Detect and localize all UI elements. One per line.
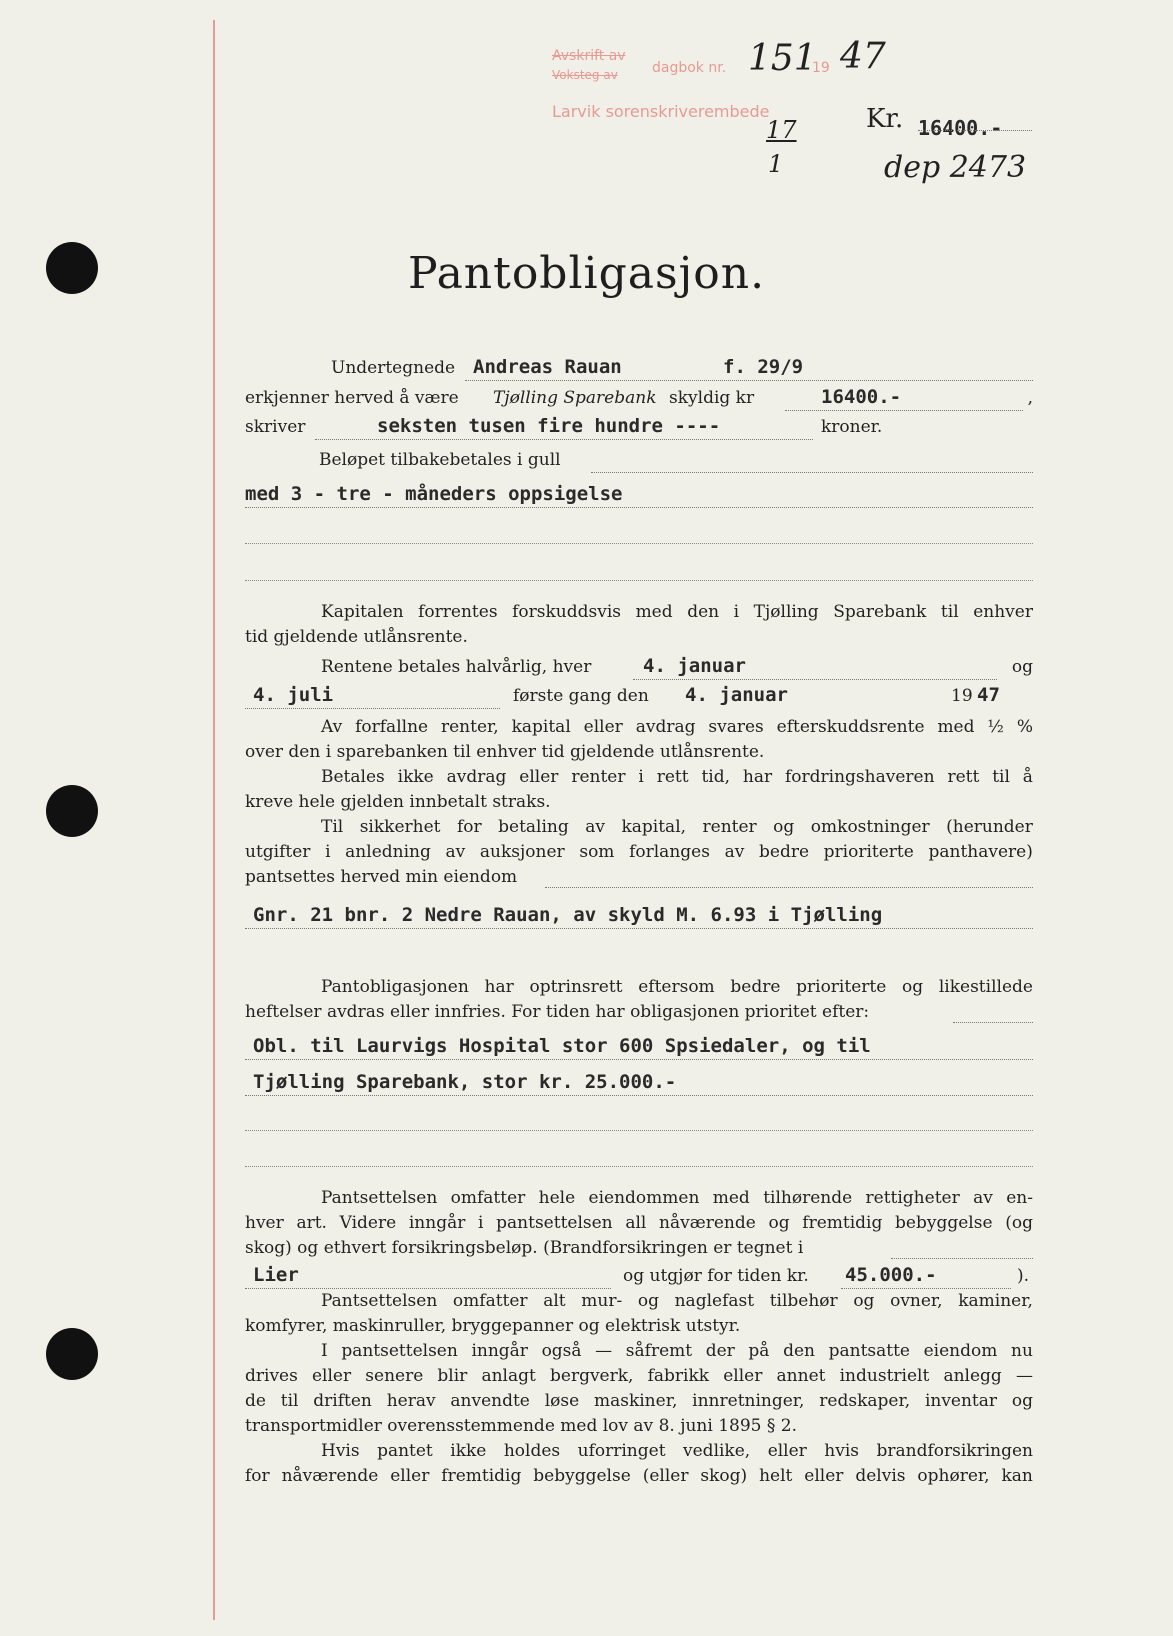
insurance-amount-dots (841, 1288, 1011, 1289)
first-date: 4. januar (685, 684, 788, 706)
p-betales-line-1: Betales ikke avdrag eller renter i rett tid, har fordringshaveren rett til å (321, 767, 1033, 787)
p-hvis-line-2: for nåværende eller fremtidig bebyggelse (eller skog) helt eller delvis ophører, kan (245, 1466, 1033, 1486)
erkjenner-label: erkjenner herved å være (245, 388, 459, 408)
kr-label: Kr. (866, 104, 904, 134)
creditor-name: Tjølling Sparebank (493, 388, 657, 408)
p-inngar-line-2: drives eller senere blir anlagt bergverk, fabrikk eller annet industrielt anlegg — (245, 1366, 1033, 1386)
stamp-dagbok-label: dagbok nr. (652, 60, 727, 76)
row-prior-2 (245, 1071, 1033, 1099)
punch-hole-bottom (46, 1328, 98, 1380)
undertegnede-label: Undertegnede (331, 358, 456, 378)
row-pantsettes (245, 867, 1033, 893)
row-prioritet-2 (245, 1002, 1033, 1028)
stamp-year-prefix: 19 (812, 60, 830, 76)
amount-dots (785, 410, 1023, 411)
pantsettes-dots (545, 887, 1033, 888)
p-sikkerhet-line-2: utgifter i anledning av auksjoner som forlanges av bedre prioriterte panthavere) (245, 842, 1033, 862)
punch-hole-middle (46, 785, 98, 837)
insurance-amount: 45.000.- (845, 1264, 937, 1286)
insurer-dots (245, 1288, 611, 1289)
rente-dots-1 (633, 679, 997, 680)
utgjor-label: og utgjør for tiden kr. (623, 1266, 809, 1286)
prior-line-1: Obl. til Laurvigs Hospital stor 600 Spsiedaler, og til (253, 1035, 871, 1057)
p-sikkerhet-line-3: pantsettes herved min eiendom (245, 867, 518, 887)
row-omfatter-3 (245, 1238, 1033, 1264)
prioritet-dots (953, 1022, 1033, 1023)
p-forfall-line-1: Av forfallne renter, kapital eller avdrag svares efterskuddsrente med ½ % (321, 717, 1033, 737)
insurer-name: Lier (253, 1264, 299, 1286)
p-forfall-line-2: over den i sparebanken til enhver tid gjeldende utlånsrente. (245, 742, 765, 762)
repayment-terms: med 3 - tre - måneders oppsigelse (245, 483, 623, 505)
p-inngar-line-3: de til driften herav anvendte løse maskiner, innretninger, redskaper, inventar og (245, 1391, 1033, 1411)
first-year-prefix: 19 (951, 686, 973, 706)
kroner-label: kroner. (821, 417, 883, 437)
document-title: Pantobligasjon. (407, 248, 766, 299)
row-terms (245, 483, 1033, 511)
row-skriver (245, 417, 1033, 443)
row-undertegnede (245, 358, 1033, 384)
row-insurer (245, 1266, 1033, 1292)
p-omfatter-line-2: hver art. Videre inngår i pantsettelsen all nåværende og fremtidig bebyggelse (og (245, 1213, 1033, 1233)
row-prior-1 (245, 1035, 1033, 1063)
p-prioritet-line-1: Pantobligasjonen har optrinsrett eftersom bedre prioriterte og likestillede (321, 977, 1033, 997)
skriver-label: skriver (245, 417, 306, 437)
debtor-name: Andreas Rauan (473, 356, 622, 378)
p-prioritet-line-2: heftelser avdras eller innfries. For tiden har obligasjonen prioritet efter: (245, 1002, 870, 1022)
kr-amount: 16400.- (918, 116, 1003, 140)
blank-line-3 (245, 1130, 1033, 1131)
date-fraction-top: 17 (766, 116, 797, 144)
stamp-voksteg: Voksteg av (552, 68, 618, 82)
row-rentene (245, 657, 1033, 683)
rente-dots-2 (245, 708, 500, 709)
erkjenner-comma: , (1027, 388, 1033, 408)
insurance-close: ). (1017, 1266, 1030, 1286)
terms-dots (245, 507, 1033, 508)
og-label: og (1011, 657, 1033, 677)
property-description: Gnr. 21 bnr. 2 Nedre Rauan, av skyld M. 6.93 i Tjølling (253, 904, 883, 926)
prior-dots-1 (245, 1059, 1033, 1060)
date-fraction-bottom: 1 (768, 150, 784, 178)
dagbok-year: 47 (840, 36, 886, 77)
words-dots (315, 439, 813, 440)
amount-in-words: seksten tusen fire hundre ---- (377, 415, 721, 437)
stamp-avskrift: Avskrift av (552, 48, 626, 64)
prior-dots-2 (245, 1095, 1033, 1096)
dagbok-number: 151 (748, 38, 817, 79)
p-mur-line-2: komfyrer, maskinruller, bryggepanner og elektrisk utstyr. (245, 1316, 741, 1336)
tilbake-label: Beløpet tilbakebetales i gull (319, 450, 561, 470)
dep-note: dep 2473 (884, 150, 1027, 185)
rente-date-2: 4. juli (253, 684, 334, 706)
p-inngar-line-4: transportmidler overensstemmende med lov av 8. juni 1895 § 2. (245, 1416, 797, 1436)
p-betales-line-2: kreve hele gjelden innbetalt straks. (245, 792, 551, 812)
row-erkjenner (245, 388, 1033, 414)
skyldig-label: skyldig kr (669, 388, 755, 408)
row-property (245, 904, 1033, 932)
rentene-label: Rentene betales halvårlig, hver (321, 657, 592, 677)
property-dots (245, 928, 1033, 929)
prior-line-2: Tjølling Sparebank, stor kr. 25.000.- (253, 1071, 677, 1093)
p-kapital-line-2: tid gjeldende utlånsrente. (245, 627, 468, 647)
undertegnede-dots (465, 380, 1033, 381)
blank-line-1 (245, 543, 1033, 544)
row-tilbake (245, 450, 1033, 476)
tilbake-dots (591, 472, 1033, 473)
blank-line-4 (245, 1166, 1033, 1167)
p-omfatter-line-1: Pantsettelsen omfatter hele eiendommen med tilhørende rettigheter av en- (321, 1188, 1033, 1208)
loan-amount: 16400.- (821, 386, 902, 408)
kr-dots (918, 130, 1032, 131)
row-forste-gang (245, 686, 1033, 712)
p-sikkerhet-line-1: Til sikkerhet for betaling av kapital, renter og omkostninger (herunder (321, 817, 1033, 837)
p-kapital-line-1: Kapitalen forrentes forskuddsvis med den i Tjølling Sparebank til enhver (321, 602, 1033, 622)
p-inngar-line-1: I pantsettelsen inngår også — såfremt der på den pantsatte eiendom nu (321, 1341, 1033, 1361)
brand-dots (891, 1258, 1033, 1259)
stamp-office: Larvik sorenskriverembede (552, 102, 770, 121)
blank-line-2 (245, 580, 1033, 581)
p-omfatter-line-3: skog) og ethvert forsikringsbeløp. (Brandforsikringen er tegnet i (245, 1238, 804, 1258)
p-mur-line-1: Pantsettelsen omfatter alt mur- og naglefast tilbehør og ovner, kaminer, (321, 1291, 1033, 1311)
p-hvis-line-1: Hvis pantet ikke holdes uforringet vedlike, eller hvis brandforsikringen (321, 1441, 1033, 1461)
forste-gang-label: første gang den (513, 686, 649, 706)
debtor-birth: f. 29/9 (723, 356, 804, 378)
first-year: 47 (977, 684, 1000, 706)
rente-date-1: 4. januar (643, 655, 746, 677)
